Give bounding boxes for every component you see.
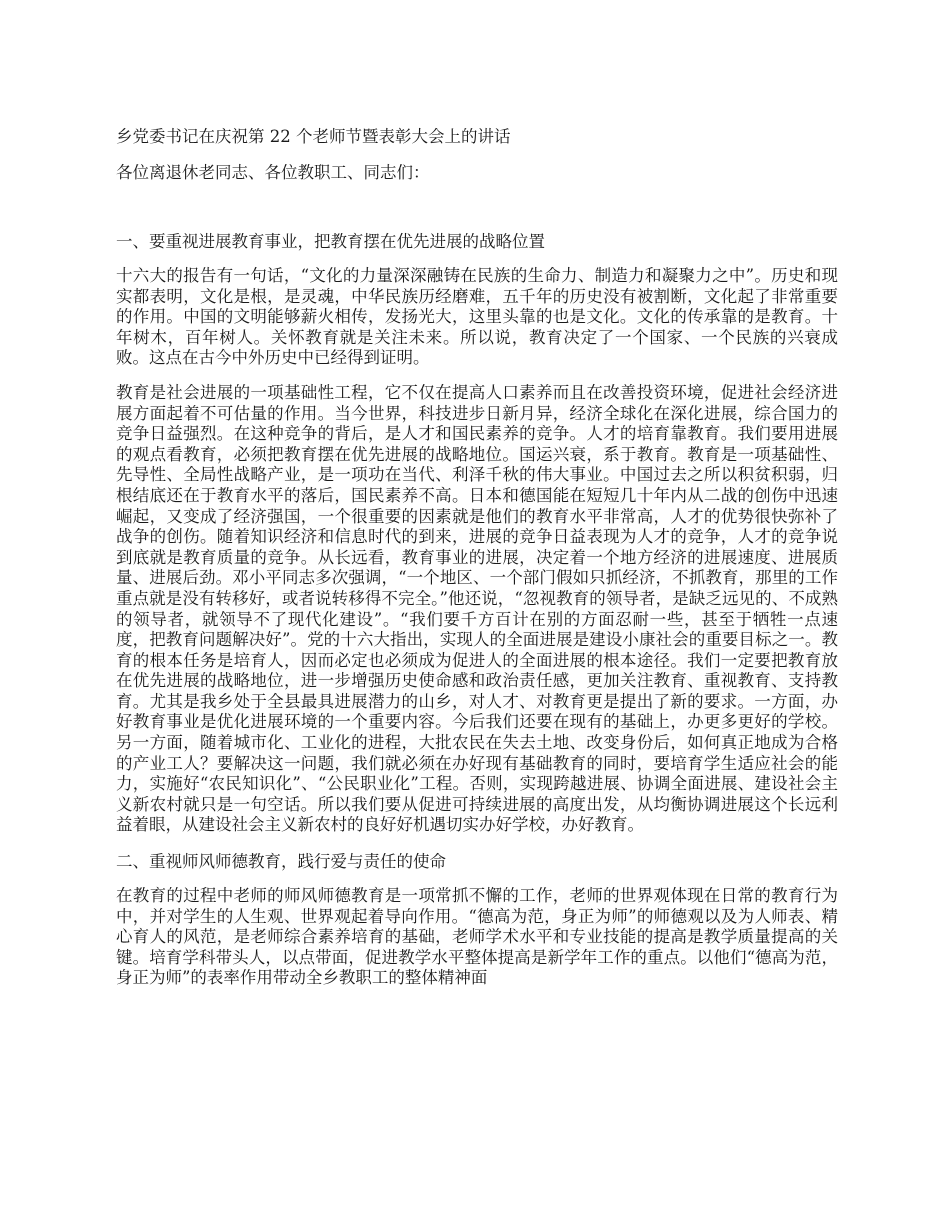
paragraph: 在教育的过程中老师的师风师德教育是一项常抓不懈的工作，老师的世界观体现在日常的教育行为中，并对学生的人生观、世界观起着导向作用。“德高为范，身正为师”的师德观以及为人师表、精心育人的风范，是老师综合素养培育的基础，老师学术水平和专业技能的提高是教学质量提高的关键。培育学科带头人，以点带面，促进教学水平整体提高是新学年工作的重点。以他们“德高为范，身正为师”的表率作用带动全乡教职工的整体精神面: [116, 886, 838, 988]
paragraph: 十六大的报告有一句话，“文化的力量深深融铸在民族的生命力、制造力和凝聚力之中”。历史和现实都表明，文化是根，是灵魂，中华民族历经磨难，五千年的历史没有被割断，文化起了非常重要的作用。中国的文明能够薪火相传，发扬光大，这里头靠的也是文化。文化的传承靠的是教育。十年树木，百年树人。关怀教育就是关注未来。所以说，教育决定了一个国家、一个民族的兴衰成败。这点在古今中外历史中已经得到证明。: [116, 266, 838, 368]
document-title: 乡党委书记在庆祝第 22 个老师节暨表彰大会上的讲话: [116, 127, 511, 146]
document-page: [116, 124, 838, 1003]
section-heading-2: 二、重视师风师德教育，践行爱与责任的使命: [116, 852, 446, 872]
salutation: 各位离退休老同志、各位教职工、同志们：: [116, 163, 430, 182]
paragraph: 教育是社会进展的一项基础性工程，它不仅在提高人口素养而且在改善投资环境，促进社会经济进展方面起着不可估量的作用。当今世界，科技进步日新月异，经济全球化在深化进展，综合国力的竞争日益强烈。在这种竞争的背后，是人才和国民素养的竞争。人才的培育靠教育。我们要用进展的观点看教育，必须把教育摆在优先进展的战略地位。国运兴衰，系于教育。教育是一项基础性、先导性、全局性战略产业，是一项功在当代、利泽千秋的伟大事业。中国过去之所以积贫积弱，归根结底还在于教育水平的落后，国民素养不高。日本和德国能在短短几十年内从二战的创伤中迅速崛起，又变成了经济强国，一个很重要的因素就是他们的教育水平非常高，人才的优势很快弥补了战争的创伤。随着知识经济和信息时代的到来，进展的竞争日益表现为人才的竞争，人才的竞争说到底就是教育质量的竞争。从长远看，教育事业的进展，决定着一个地方经济的进展速度、进展质量、进展后劲。邓小平同志多次强调，“一个地区、一个部门假如只抓经济，不抓教育，那里的工作重点就是没有转移好，或者说转移得不完全。”他还说，“忽视教育的领导者，是缺乏远见的、不成熟的领导者，就领导不了现代化建设”。“我们要千方百计在别的方面忍耐一些，甚至于牺牲一点速度，把教育问题解决好”。党的十六大指出，实现人的全面进展是建设小康社会的重要目标之一。教育的根本任务是培育人，因而必定也必须成为促进人的全面进展的根本途径。我们一定要把教育放在优先进展的战略地位，进一步增强历史使命感和政治责任感，更加关注教育、重视教育、支持教育。尤其是我乡处于全县最具进展潜力的山乡，对人才、对教育更是提出了新的要求。一方面，办好教育事业是优化进展环境的一个重要内容。今后我们还要在现有的基础上，办更多更好的学校。另一方面，随着城市化、工业化的进程，大批农民在失去土地、改变身份后，如何真正地成为合格的产业工人？要解决这一问题，我们就必须在办好现有基础教育的同时，要培育学生适应社会的能力，实施好“农民知识化”、“公民职业化”工程。否则，实现跨越进展、协调全面进展、建设社会主义新农村就只是一句空话。所以我们要从促进可持续进展的高度出发，从均衡协调进展这个长远利益着眼，从建设社会主义新农村的良好好机遇切实办好学校，办好教育。: [116, 382, 838, 835]
section-heading-1: 一、要重视进展教育事业，把教育摆在优先进展的战略位置: [116, 232, 545, 251]
spacer: [116, 186, 838, 230]
